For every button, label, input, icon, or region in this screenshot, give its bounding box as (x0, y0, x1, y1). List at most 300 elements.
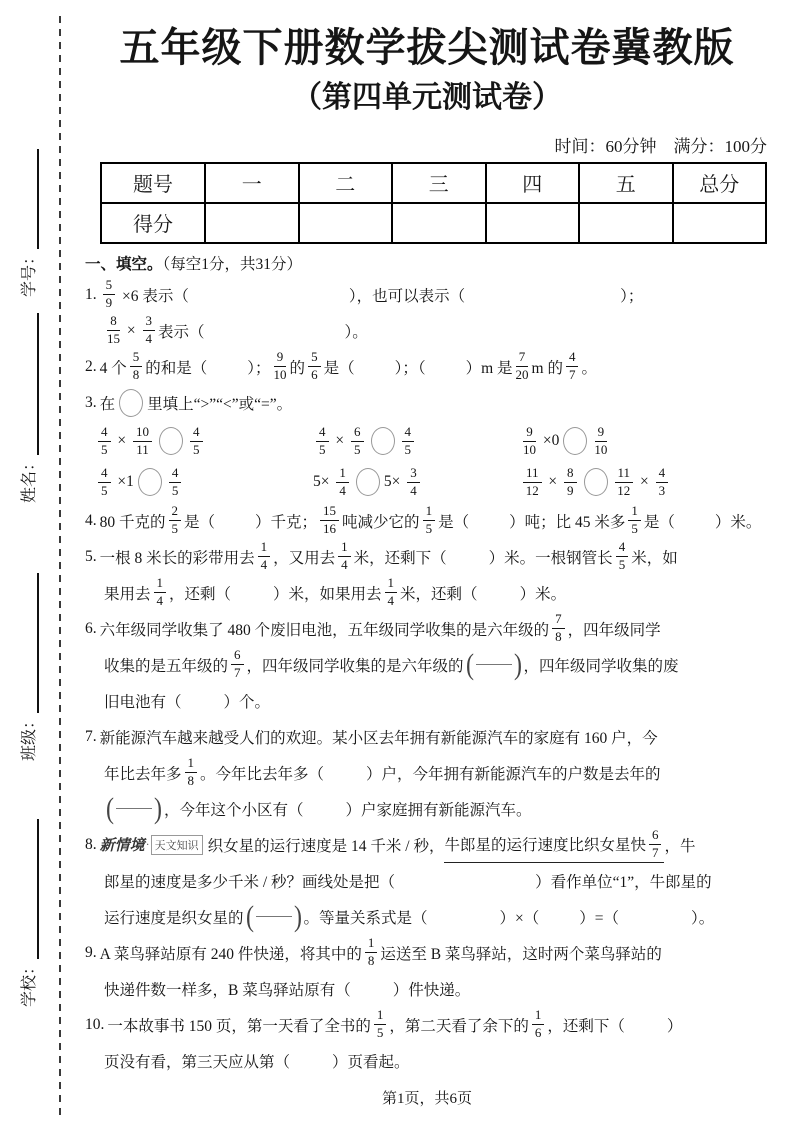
question-line (85, 503, 769, 539)
question-text: 表示（ (158, 323, 205, 341)
fraction (628, 504, 641, 537)
fraction (365, 936, 378, 969)
question-text: ，牛 (664, 837, 696, 855)
answer-blank (428, 916, 500, 917)
question (85, 719, 769, 827)
comparison-item (95, 425, 313, 458)
score-table-col: 三 (392, 163, 486, 203)
fraction-denominator: 9 (567, 482, 574, 498)
question-number: 5. (85, 547, 97, 565)
fraction (231, 648, 244, 681)
answer-blank (395, 880, 535, 881)
fraction-numerator: 4 (98, 466, 111, 483)
compare-circle-blank (584, 468, 608, 496)
fraction (308, 350, 321, 383)
fraction-numerator: 3 (407, 466, 420, 483)
fraction (154, 576, 167, 609)
comparison-item (313, 466, 520, 499)
fraction-numerator: 4 (616, 540, 629, 557)
question-line (85, 791, 769, 827)
fraction (532, 1008, 545, 1041)
left-paren: ( (106, 791, 114, 825)
fraction (423, 504, 436, 537)
question (85, 611, 769, 719)
time-score-info: 时间：60分钟 满分：100分 (554, 136, 767, 156)
fraction-denominator: 12 (525, 482, 539, 498)
student-info-item (16, 819, 39, 1007)
score-cell-empty (579, 203, 673, 243)
right-paren: ) (154, 791, 162, 825)
question-text: ）。 (344, 323, 368, 341)
answer-blank (290, 1060, 332, 1061)
question-line (85, 313, 769, 349)
question (85, 277, 769, 349)
fraction-denominator: 8 (555, 629, 562, 644)
fraction (320, 504, 339, 537)
fraction-answer-blank (465, 647, 523, 681)
right-paren: ) (293, 899, 302, 933)
questions-list (85, 277, 769, 1079)
fraction-numerator: 8 (107, 314, 120, 331)
fraction-denominator: 5 (319, 441, 326, 457)
student-info-item (16, 573, 39, 761)
fraction (374, 1008, 387, 1041)
fraction-numerator: 9 (274, 350, 287, 367)
question-line (85, 539, 769, 575)
fraction-numerator: 1 (374, 1008, 387, 1025)
fraction (316, 425, 329, 458)
fraction (190, 425, 203, 458)
question-text: ）m 是 (465, 359, 513, 377)
question-text: ，四年级同学收集的是六年级的 (246, 657, 464, 675)
question-text: 年比去年多 (104, 765, 182, 783)
question-line (85, 277, 769, 313)
answer-blank (207, 366, 247, 367)
question-text: ，四年级同学 (567, 621, 661, 639)
blank-line (256, 916, 292, 917)
question-text: 5× (383, 473, 405, 490)
fraction-denominator: 7 (234, 665, 241, 680)
badge-dot: · (145, 837, 150, 851)
paper-title: 五年级下册数学拔尖测试卷冀教版 (119, 25, 735, 70)
fraction-denominator: 4 (145, 331, 152, 346)
fraction (258, 540, 271, 573)
question-text: 。等量关系式是（ (303, 909, 428, 927)
fraction-denominator: 5 (354, 441, 361, 457)
fraction-denominator: 4 (339, 482, 346, 498)
score-table (100, 162, 767, 244)
question-text: ，又用去 (273, 549, 336, 567)
score-row-label: 得分 (101, 203, 205, 243)
question-text: ，四年级同学收集的废 (523, 657, 679, 675)
question-text: × (113, 432, 130, 449)
fraction-denominator: 8 (132, 367, 140, 382)
fraction (133, 425, 152, 458)
fraction-numerator: 1 (338, 540, 351, 557)
fraction-denominator: 11 (136, 441, 149, 457)
fraction-denominator: 15 (107, 331, 120, 346)
question-text: × (331, 432, 348, 449)
student-info-sidebar (13, 150, 39, 1062)
question-text: 是（ (323, 359, 355, 377)
fraction-numerator: 6 (231, 648, 244, 665)
fraction-numerator: 1 (532, 1008, 545, 1025)
student-info-label: 学号： (21, 248, 38, 297)
fraction-denominator: 10 (273, 367, 287, 382)
question-text: × (636, 473, 653, 490)
comparison-item (520, 425, 610, 458)
question-text: ）页看起。 (332, 1053, 410, 1071)
student-info-label: 班级： (21, 712, 38, 761)
fraction-numerator: 1 (336, 466, 349, 483)
answer-blank (447, 556, 489, 557)
question-text: ）； (247, 359, 271, 377)
fraction-numerator: 1 (628, 504, 641, 521)
fraction-numerator: 5 (103, 278, 116, 295)
fraction-denominator: 5 (193, 441, 200, 457)
question-text: 一根 8 米长的彩带用去 (99, 549, 255, 567)
fraction (98, 466, 111, 499)
question-line (85, 935, 769, 971)
question-text: 的和是（ (145, 359, 208, 377)
fraction-numerator: 10 (133, 425, 152, 442)
fraction-numerator: 4 (169, 466, 182, 483)
question-line (85, 755, 769, 791)
paper-main (85, 18, 769, 1108)
answer-blank (469, 520, 509, 521)
fraction-numerator: 4 (316, 425, 329, 442)
comparison-item (95, 466, 313, 499)
badge-prefix: 新情境 (99, 838, 145, 854)
fraction-numerator: 4 (656, 466, 669, 483)
question-text: 在 (99, 395, 116, 413)
fraction-denominator: 5 (404, 441, 411, 457)
question-number: 1. (85, 285, 97, 303)
question-text: ）米。 (519, 585, 567, 603)
question-text: ）千克； (255, 513, 318, 531)
fraction-numerator: 1 (365, 936, 378, 953)
question-text: 米，还剩（ (400, 585, 478, 603)
fraction-denominator: 5 (631, 521, 638, 536)
comparison-item (313, 425, 520, 458)
compare-circle-blank (356, 468, 380, 496)
fraction-numerator: 5 (130, 350, 143, 367)
question-line (85, 647, 769, 683)
answer-blank (478, 592, 520, 593)
question-line (85, 611, 769, 647)
compare-circle-blank (371, 427, 395, 455)
fraction-denominator: 6 (311, 367, 318, 382)
fraction (169, 466, 182, 499)
fraction-numerator: 5 (308, 350, 321, 367)
fraction (649, 828, 662, 861)
question-line (85, 827, 769, 863)
fraction-denominator: 4 (156, 593, 164, 608)
question-text: 是（ (438, 513, 470, 531)
question-line (85, 863, 769, 899)
fraction-numerator: 4 (190, 425, 203, 442)
answer-blank (619, 916, 691, 917)
fraction-denominator: 5 (101, 441, 108, 457)
question-line (85, 575, 769, 611)
fraction-denominator: 4 (260, 557, 268, 572)
section-note: （每空1分，共31分） (162, 255, 303, 273)
fraction (143, 314, 156, 347)
fraction (616, 540, 629, 573)
fraction (385, 576, 398, 609)
fraction-numerator: 4 (566, 350, 579, 367)
comparison-grid (85, 421, 769, 503)
compare-circle-blank (159, 427, 183, 455)
question-text: ）吨；比 45 米多 (509, 513, 626, 531)
question-number: 4. (85, 511, 97, 529)
score-table-score-row (101, 203, 766, 243)
fraction-denominator: 5 (101, 482, 108, 498)
score-table-corner: 题号 (101, 163, 205, 203)
question-text: ）； (620, 287, 644, 305)
question-text: 。今年比去年多（ (200, 765, 325, 783)
page-footer: 第1页，共6页 (381, 1090, 472, 1107)
answer-blank (539, 916, 579, 917)
fraction (274, 350, 287, 383)
fraction-numerator: 1 (258, 540, 271, 557)
fraction (407, 466, 420, 499)
compare-circle-blank (119, 389, 143, 417)
compare-circle-blank (138, 468, 162, 496)
question-text: ，第二天看了余下的 (389, 1017, 529, 1035)
fraction-answer-blank (105, 791, 163, 825)
fraction-denominator: 16 (323, 521, 337, 536)
question-text: 的 (289, 359, 306, 377)
question-text: m 的 (531, 359, 563, 377)
answer-blank (625, 1024, 667, 1025)
fraction-numerator: 9 (523, 425, 536, 442)
underlined-text: 牛郎星的运行速度比织女星快 (444, 827, 646, 863)
question-line (85, 719, 769, 755)
fraction (594, 425, 607, 458)
right-paren: ) (513, 647, 522, 681)
question-line (85, 899, 769, 935)
fraction-numerator: 15 (320, 504, 339, 521)
fraction-numerator: 3 (143, 314, 156, 331)
fraction-denominator: 3 (658, 482, 666, 498)
question-text: 运行速度是织女星的 (104, 909, 244, 927)
fraction-numerator: 2 (169, 504, 182, 521)
section-heading (85, 254, 769, 276)
question-text: 5× (313, 473, 334, 490)
fraction (338, 540, 351, 573)
question-number: 10. (85, 1015, 105, 1033)
question-text: 快递件数一样多，B 菜鸟驿站原有（ (104, 981, 351, 999)
question-line (85, 683, 769, 719)
fraction (523, 466, 542, 499)
question-text: ）；（ (394, 359, 426, 377)
blank-line (476, 664, 512, 665)
answer-blank (182, 700, 224, 701)
fraction-denominator: 4 (410, 482, 417, 498)
score-table-col: 总分 (673, 163, 767, 203)
answer-blank (205, 330, 345, 331)
answer-blank (355, 366, 395, 367)
question-text: 织女星的运行速度是 14 千米 / 秒， (207, 837, 445, 855)
answer-blank (465, 294, 620, 295)
score-table-col: 一 (205, 163, 299, 203)
question-line (85, 385, 769, 421)
score-cell-empty (486, 203, 580, 243)
left-paren: ( (465, 647, 474, 681)
fraction-denominator: 4 (387, 593, 395, 608)
question-text: ）件快递。 (392, 981, 471, 999)
fraction-numerator: 7 (552, 612, 565, 629)
fraction-denominator: 20 (515, 367, 529, 382)
question-text: ），也可以表示（ (348, 287, 466, 305)
fraction-numerator: 8 (564, 466, 577, 483)
fraction-numerator: 1 (385, 576, 398, 593)
question-text: ）米，如果用去 (273, 585, 382, 603)
fraction (103, 278, 116, 311)
fraction-answer-blank (245, 899, 303, 933)
question-text: ，还剩下（ (547, 1017, 625, 1035)
answer-blank (215, 520, 255, 521)
question-text: ）看作单位“1”，牛郎星的 (535, 873, 712, 891)
fraction (564, 466, 577, 499)
fraction (615, 466, 634, 499)
fraction (107, 314, 120, 347)
answer-blank (351, 988, 393, 989)
question-number: 6. (85, 619, 97, 637)
question-text: × (123, 321, 140, 339)
question-line (85, 349, 769, 385)
new-context-badge (100, 834, 203, 855)
fraction-numerator: 9 (595, 425, 608, 442)
fraction-numerator: 11 (615, 466, 634, 483)
fraction-denominator: 5 (618, 557, 626, 572)
question-text: 郎星的速度是多少千米 / 秒？画线处是把（ (104, 873, 396, 891)
student-info-label: 学校： (21, 958, 38, 1007)
question-text: 运送至 B 菜鸟驿站，这时两个菜鸟驿站的 (380, 945, 662, 963)
question-text: 六年级同学收集了 480 个废旧电池，五年级同学收集的是六年级的 (99, 621, 550, 639)
answer-blank (324, 772, 366, 773)
question-text: 。 (581, 359, 597, 377)
score-cell-empty (205, 203, 299, 243)
underlined-fraction (646, 827, 665, 863)
score-cell-empty (392, 203, 486, 243)
question-text: 是（ (643, 513, 675, 531)
question-line (85, 1007, 769, 1043)
question-line (85, 971, 769, 1007)
blank-line (116, 808, 152, 809)
question (85, 503, 769, 539)
fraction-denominator: 12 (617, 482, 631, 498)
question-text: ）米。一根钢管长 (488, 549, 613, 567)
question-text: 一本故事书 150 页，第一天看了全书的 (107, 1017, 371, 1035)
fraction-denominator: 8 (187, 773, 195, 788)
student-info-item (16, 149, 39, 297)
question-line (85, 1043, 769, 1079)
comparison-row (95, 421, 769, 462)
fraction-denominator: 6 (534, 1025, 542, 1040)
fraction (566, 350, 579, 383)
fraction-numerator: 11 (523, 466, 542, 483)
question-text: 新能源汽车越来越受人们的欢迎。某小区去年拥有新能源汽车的家庭有 160 户，今 (99, 729, 658, 747)
fraction-denominator: 7 (651, 844, 659, 860)
student-info-label: 姓名： (21, 454, 38, 503)
question-text: 80 千克的 (99, 513, 166, 531)
question (85, 385, 769, 503)
question-number: 2. (85, 357, 97, 375)
fraction-denominator: 9 (105, 295, 113, 310)
fraction-denominator: 5 (171, 482, 179, 498)
question-number: 7. (85, 727, 97, 745)
score-table-col: 二 (299, 163, 393, 203)
question-text: 里填上“>”“<”或“=”。 (147, 395, 293, 413)
student-info-item (16, 313, 39, 503)
fraction-denominator: 7 (568, 367, 576, 382)
student-info-blank (18, 573, 39, 713)
answer-blank (189, 294, 349, 295)
fraction-denominator: 4 (341, 557, 348, 572)
question (85, 1007, 769, 1079)
fraction-denominator: 10 (594, 441, 608, 457)
question-text: 收集的是五年级的 (104, 657, 229, 675)
question-text: ）。 (691, 909, 715, 927)
fraction (351, 425, 364, 458)
score-cell-empty (299, 203, 393, 243)
student-info-blank (18, 313, 39, 455)
question-text: 吨减少它的 (342, 513, 420, 531)
question-text: ）=（ (579, 909, 620, 927)
paper-subtitle: （第四单元测试卷） (292, 81, 562, 114)
fraction (402, 425, 415, 458)
question-text: ）×（ (499, 909, 540, 927)
question-text: 是（ (184, 513, 216, 531)
question-text: ×1 (113, 473, 134, 490)
fraction-denominator: 5 (376, 1025, 384, 1040)
question-text: 米，如 (631, 549, 678, 567)
question-text: A 菜鸟驿站原有 240 件快递，将其中的 (99, 945, 362, 963)
badge-topic: 天文知识 (151, 835, 203, 855)
fraction-numerator: 1 (185, 756, 198, 773)
question-text: 果用去 (104, 585, 151, 603)
question (85, 935, 769, 1007)
fraction-numerator: 6 (649, 828, 662, 845)
question (85, 827, 769, 935)
question-text: 4 个 (99, 359, 127, 377)
fraction (552, 612, 565, 645)
question (85, 349, 769, 385)
question-text: ，还剩（ (169, 585, 232, 603)
dashed-cut-line (59, 16, 61, 1116)
question-number: 8. (85, 835, 97, 853)
left-paren: ( (245, 899, 254, 933)
fraction-numerator: 6 (351, 425, 364, 442)
section-title: 一、填空。 (85, 255, 163, 273)
student-info-blank (18, 149, 39, 249)
question-text: × (544, 473, 562, 490)
question-text: ，今年这个小区有（ (164, 801, 304, 819)
question-number: 9. (85, 943, 97, 961)
fraction-numerator: 4 (402, 425, 415, 442)
question-text: ）个。 (223, 693, 271, 711)
fraction-denominator: 5 (425, 521, 433, 536)
fraction (169, 504, 182, 537)
comparison-item (520, 466, 671, 499)
answer-blank (304, 808, 346, 809)
question-text: ）户家庭拥有新能源汽车。 (345, 801, 532, 819)
fraction (656, 466, 669, 499)
fraction-numerator: 7 (516, 350, 529, 367)
fraction (130, 350, 143, 383)
